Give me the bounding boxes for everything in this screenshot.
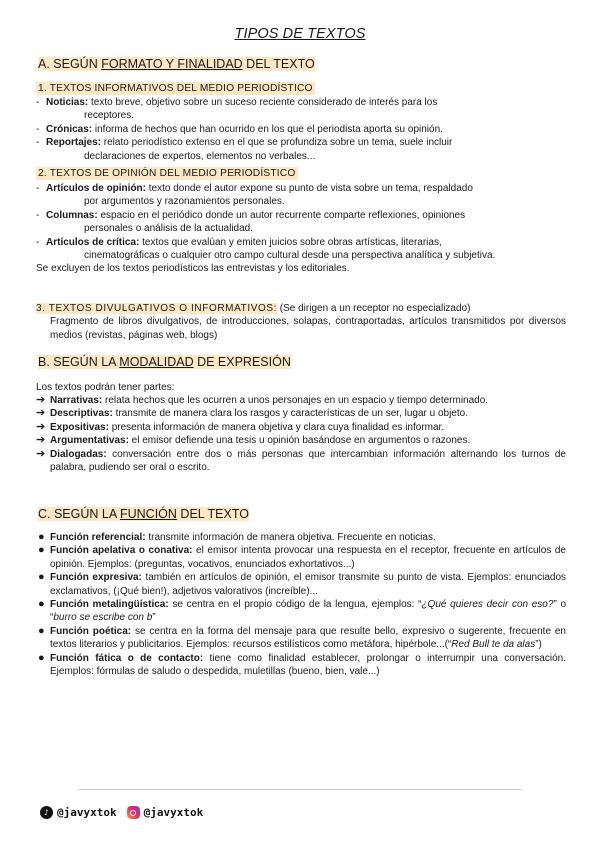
list-item: ● Función apelativa o conativa: el emisor intenta provocar una respuesta en el receptor, frecuente en artículos de opinión. Ejemplos: (preguntas, vocativos, enunciados exhortativos...) <box>38 544 566 570</box>
section-b-heading: B. SEGÚN LA MODALIDAD DE EXPRESIÓN <box>38 355 291 369</box>
list-item: - Noticias: texto breve, objetivo sobre un suceso reciente considerado de interés para los receptores. <box>36 97 438 122</box>
list-item: ➔ Descriptivas: transmite de manera clara los rasgos y características de un ser, lugar u objeto. <box>36 407 468 420</box>
instagram-handle[interactable]: @javyxtok <box>143 806 204 819</box>
bullet-icon: ● <box>38 531 45 543</box>
section-c-list <box>36 531 566 678</box>
sub3-content: Fragmento de libros divulgativos, de introducciones, solapas, contraportadas, artículos transmitidos por diversos medios (revistas, páginas web, blogs) <box>50 316 566 341</box>
sub3-heading: 3. TEXTOS DIVULGATIVOS O INFORMATIVOS: <box>36 303 277 314</box>
list-item: ● Función metalingüística: se centra en el propio código de la lengua, ejemplos: “¿Qué quieres decir con eso?” o “burro se escribe con b” <box>38 598 567 624</box>
sub2-heading: 2. TEXTOS DE OPINIÓN DEL MEDIO PERIODÍSTICO <box>38 168 296 179</box>
bullet-icon: ● <box>38 624 45 637</box>
arrow-icon: ➔ <box>36 434 46 447</box>
section-a-underlined: FORMATO Y FINALIDAD <box>101 57 243 71</box>
bullet-icon: ● <box>38 651 45 664</box>
sub2-list <box>36 182 566 276</box>
sub1-heading: 1. TEXTOS INFORMATIVOS DEL MEDIO PERIODÍSTICO <box>38 83 313 94</box>
footer <box>40 806 203 819</box>
list-item: - Columnas: espacio en el periódico donde un autor recurrente comparte reflexiones, opiniones personales o análisis de la actualidad. <box>36 209 466 235</box>
sub2-note: Se excluyen de los textos periodísticos las entrevistas y los editoriales. <box>36 263 350 275</box>
tiktok-handle[interactable]: @javyxtok <box>57 806 117 819</box>
section-a-suffix: DEL TEXTO <box>242 57 315 71</box>
list-item: ● Función fática o de contacto: tiene como finalidad establecer, prolongar o interrumpir una conversación. Ejemplos: fórmulas de saludo o despedida, muletillas (bueno, bien, vale...) <box>38 651 566 678</box>
section-a-prefix: A. SEGÚN <box>38 57 102 71</box>
list-item: - Artículos de opinión: texto donde el autor expone su punto de vista sobre un tema, respaldado por argumentos y razonamientos personales. <box>36 183 473 208</box>
list-item: ● Función poética: se centra en la forma del mensaje para que resulte bello, expresivo o sugerente, frecuente en textos literarios y publicitarios. Ejemplos: recursos estilísticos como metáfora, hipérbole...(“Red Bull te da alas”) <box>38 624 566 651</box>
section-b-intro: Los textos podrán tener partes: <box>36 382 175 393</box>
page-title: TIPOS DE TEXTOS <box>234 26 366 42</box>
bullet-icon: ● <box>38 598 45 611</box>
instagram-icon <box>127 806 140 819</box>
list-item: ➔ Narrativas: relata hechos que les ocurren a unos personajes en un espacio y tiempo determinado. <box>36 394 489 406</box>
arrow-icon: ➔ <box>36 447 46 460</box>
bullet-icon: ● <box>38 571 45 584</box>
list-item: ● Función expresiva: también en artículos de opinión, el emisor transmite su punto de vista. Ejemplos: enunciados exclamativos, (¡Qué bien!), adjetivos valorativos (increíble)... <box>38 571 567 597</box>
section-a-heading <box>36 56 317 72</box>
arrow-icon: ➔ <box>36 420 46 433</box>
list-item: ➔ Expositivas: presenta información de manera objetiva y clara cuya finalidad es informar. <box>36 420 445 433</box>
list-item: ● Función referencial: transmite información de manera objetiva. Frecuente en noticias. <box>38 531 436 543</box>
section-b-list <box>36 394 566 474</box>
list-item: ➔ Argumentativas: el emisor defiende una tesis u opinión basándose en argumentos o razones. <box>36 434 471 447</box>
sub1-list <box>36 96 566 163</box>
bullet-icon: ● <box>38 544 45 557</box>
section-c-heading: C. SEGÚN LA FUNCIÓN DEL TEXTO <box>38 507 249 521</box>
list-item: - Reportajes: relato periodístico extenso en el que se profundiza sobre un tema, suele incluir declaraciones de expertos, elementos no verbales... <box>36 137 453 162</box>
tiktok-icon: ♪ <box>40 806 53 819</box>
list-item: - Artículos de crítica: textos que evalúan y emiten juicios sobre obras artísticas, literarias, cinematográficas o cualquier otro campo cultural desde una perspectiva analítica y subjetiva. <box>36 236 496 262</box>
list-item: ➔ Dialogadas: conversación entre dos o más personas que intercambian información alternando los turnos de palabra, pudiendo ser oral o escrito. <box>36 447 566 474</box>
list-item: - Crónicas: informa de hechos que han ocurrido en los que el periodista aporta su opinión. <box>36 123 443 135</box>
arrow-icon: ➔ <box>36 394 46 406</box>
sub3-block: 3. TEXTOS DIVULGATIVOS O INFORMATIVOS: (Se dirigen a un receptor no especializado) Fragmento de libros divulgativos, de introducciones, solapas, contraportadas, artículos transmitidos por diversos medios (revistas, páginas web, blogs) <box>36 303 566 341</box>
arrow-icon: ➔ <box>36 407 46 420</box>
footer-divider <box>78 789 522 790</box>
